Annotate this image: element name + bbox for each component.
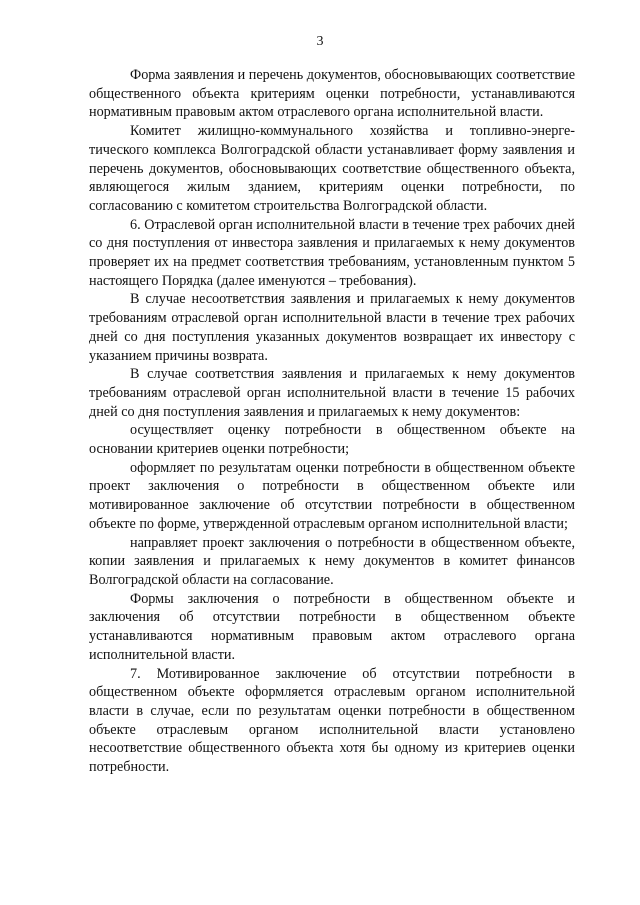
paragraph-conclusion-forms: Формы заключения о потребности в общественном объекте и заключения об отсутствии потребности в общественном объекте устанавливаются нормативным правовым актом отраслевого органа исполнительной власти. [89,590,575,663]
paragraph-application-form: Форма заявления и перечень документов, обосновывающих соответствие общественного объекта критериям оценки потребности, устанавливаются нормативным правовым актом отраслевого органа исполнительной власти. [89,67,575,121]
paragraph-item-6: 6. Отраслевой орган исполнительной власти в течение трех рабочих дней со дня поступления от инвестора заявления и прилагаемых к нему документов проверяет их на предмет соответствия требованиям, установленным пунктом 5 настоящего Порядка (далее именуются – требования). [89,216,575,289]
paragraph-item-7: 7. Мотивированное заключение об отсутствии потребности в общественном объекте оформляется отраслевым органом исполнительной власти в случае, если по результатам оценки потребности в общественном объекте отраслевым органом исполнительной власти установлено несоответствие общественного объекта хотя бы одному из критериев оценки потребности. [89,665,575,776]
paragraph-housing-committee: Комитет жилищно-коммунального хозяйства и топливно-энергетического комплекса Волгоградской области устанавливает форму заявления и перечень документов, обосновывающих соответствие общественного объекта, являющегося жилым зданием, критериям оценки потребности, по согласованию с комитетом строительства Волгоградской области. [89,123,575,214]
paragraph-assessment: осуществляет оценку потребности в общественном объекте на основании критериев оценки потребности; [89,422,575,458]
paragraph-submission: направляет проект заключения о потребности в общественном объекте, копии заявления и прилагаемых к нему документов в комитет финансов Волгоградской области на согласование. [89,534,575,588]
paragraph-nonconformity: В случае несоответствия заявления и прилагаемых к нему документов требованиям отраслевой орган исполнительной власти в течение трех рабочих дней со дня поступления указанных документов возвращает их инвестору с указанием причины возврата. [89,291,575,364]
paragraph-draft-conclusion: оформляет по результатам оценки потребности в общественном объекте проект заключения о потребности в общественном объекте или мотивированное заключение об отсутствии потребности в общественном объекте по форме, утвержденной отраслевым органом исполнительной власти; [89,459,575,532]
document-body [89,66,575,777]
page-number: 3 [316,34,324,49]
paragraph-conformity: В случае соответствия заявления и прилагаемых к нему документов требованиям отраслевой орган исполнительной власти в течение 15 рабочих дней со дня поступления заявления и прилагаемых к нему документов: [89,366,575,420]
